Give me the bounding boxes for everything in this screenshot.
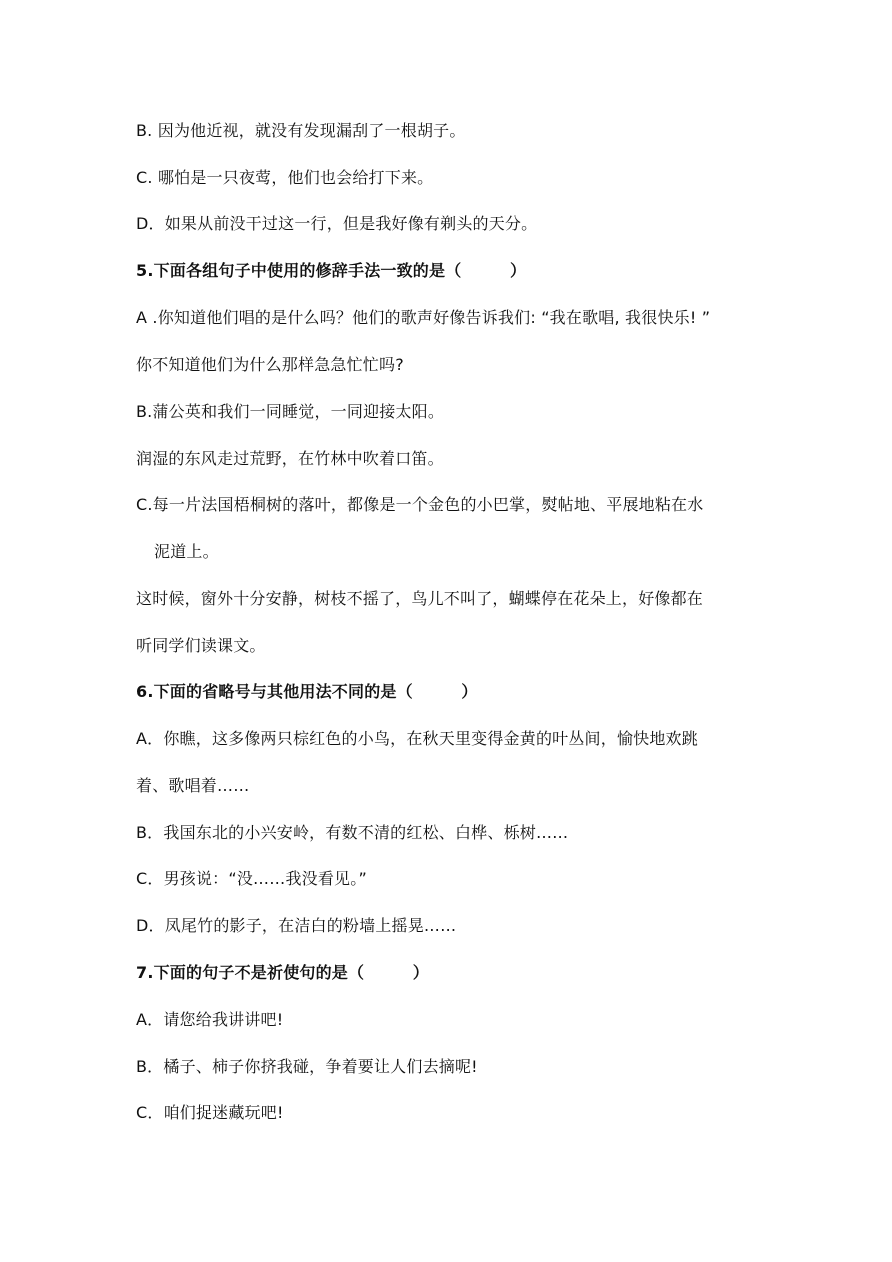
question-5-option-a: A .你知道他们唱的是什么吗？他们的歌声好像告诉我们: “我在歌唱, 我很快乐! ”	[136, 308, 711, 327]
question-5-option-c-line2: 这时候，窗外十分安静，树枝不摇了，鸟儿不叫了，蝴蝶停在花朵上，好像都在	[136, 589, 704, 608]
question-5: 5.下面各组句子中使用的修辞手法一致的是（ ）	[136, 261, 527, 280]
question-6: 6.下面的省略号与其他用法不同的是（ ）	[136, 682, 478, 701]
question-6-option-d: D．凤尾竹的影子，在洁白的粉墙上摇晃……	[136, 916, 457, 935]
question-5-option-a-line2: 你不知道他们为什么那样急急忙忙吗?	[136, 355, 404, 374]
question-7-option-b: B．橘子、柿子你挤我碰，争着要让人们去摘呢!	[136, 1057, 478, 1076]
question-5-option-c-continuation: 泥道上。	[154, 542, 219, 561]
question-5-option-c-line3: 听同学们读课文。	[136, 636, 266, 655]
question-7-option-c: C．咱们捉迷藏玩吧!	[136, 1103, 284, 1122]
question-6-option-c: C．男孩说：“没……我没看见。”	[136, 869, 367, 888]
option-5-prev-b: B. 因为他近视，就没有发现漏刮了一根胡子。	[136, 121, 466, 140]
question-6-option-b: B．我国东北的小兴安岭，有数不清的红松、白桦、栎树……	[136, 823, 569, 842]
question-5-option-b-line2: 润湿的东风走过荒野，在竹林中吹着口笛。	[136, 449, 444, 468]
option-5-prev-d: D．如果从前没干过这一行，但是我好像有剃头的天分。	[136, 214, 538, 233]
question-5-option-c: C.每一片法国梧桐树的落叶，都像是一个金色的小巴掌，熨帖地、平展地粘在水	[136, 495, 704, 514]
question-7-option-a: A．请您给我讲讲吧!	[136, 1010, 284, 1029]
question-7: 7.下面的句子不是祈使句的是（ ）	[136, 963, 430, 982]
question-6-option-a-line2: 着、歌唱着……	[136, 776, 250, 795]
question-6-option-a: A．你瞧，这多像两只棕红色的小鸟，在秋天里变得金黄的叶丛间，愉快地欢跳	[136, 729, 698, 748]
question-5-option-b: B.蒲公英和我们一同睡觉，一同迎接太阳。	[136, 402, 445, 421]
option-5-prev-c: C. 哪怕是一只夜莺，他们也会给打下来。	[136, 168, 434, 187]
